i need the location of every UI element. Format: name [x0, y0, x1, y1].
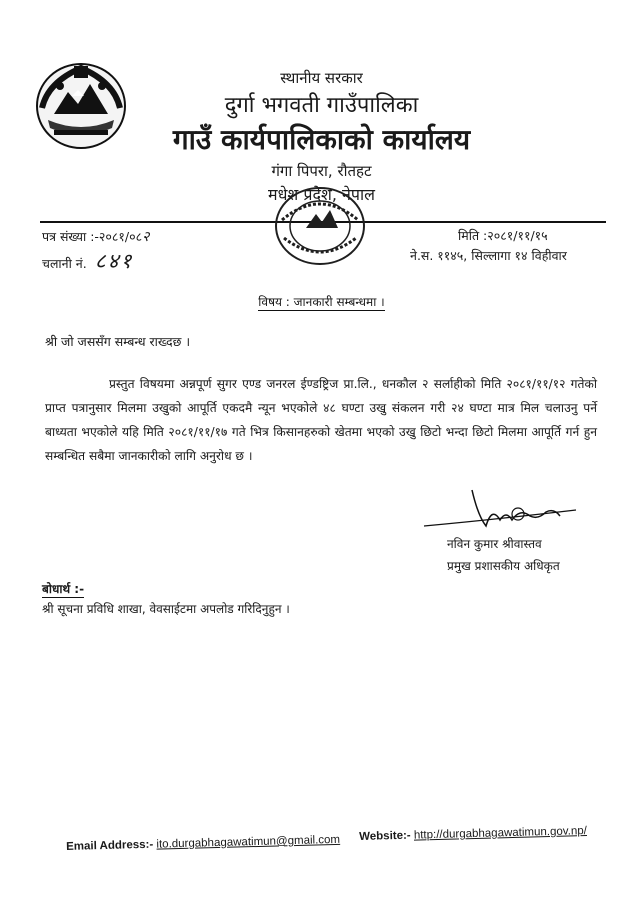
letter-date: मिति :२०८१/११/१५ — [458, 228, 548, 243]
copy-to-label: बोधार्थ :- — [42, 582, 85, 596]
header-province-line: मधेश प्रदेश, नेपाल — [268, 185, 375, 204]
reference-number-label: पत्र संख्या :-२०८१/०८ — [42, 229, 143, 244]
copy-to-recipient: श्री सूचना प्रविधि शाखा, वेवसाईटमा अपलोड गरिदिनुहुन । — [42, 602, 290, 616]
header-address-line: गंगा पिपरा, रौतहट — [271, 162, 372, 180]
office-stamp-icon — [272, 184, 368, 268]
signatory-name: नविन कुमार श्रीवास्तव — [447, 537, 542, 551]
header-government-line: स्थानीय सरकार — [280, 69, 363, 87]
reference-number-handwritten: २ — [142, 229, 150, 245]
nepal-sambat-date: ने.स. ११४५, सिल्लागा १४ विहीवार — [410, 248, 567, 263]
footer-email — [66, 834, 340, 853]
signatory-title: प्रमुख प्रशासकीय अधिकृत — [447, 559, 560, 573]
letter-body: प्रस्तुत विषयमा अन्नपूर्ण सुगर एण्ड जनरल ईण्डष्ट्रिज प्रा.लि., धनकौल २ सर्लाहीको मिति २०८१/११/१२ गतेको प्राप्त पत्रानुसार मिलमा उखुको आपूर्ति एकदमै न्यून भएकोले ४८ घण्टा उखु संकलन गरी २४ घण्टा मात्र मिल चलाउनु पर्ने बाध्यता भएकोले यहि मिति २०८१/११/१७ गते भित्र किसानहरुको खेतमा भएको उखु छिटो भन्दा छिटो मिलमा आपूर्ति गर्न हुन सम्बन्धित सबैमा जानकारीको लागि अनुरोध छ । — [45, 377, 597, 463]
dispatch-number — [42, 247, 133, 275]
footer-email-link[interactable]: ito.durgabhagawatimun@gmail.com — [156, 833, 341, 851]
footer-email-label: Email Address:- — [66, 838, 154, 853]
dispatch-number-handwritten: ८४१ — [94, 249, 134, 273]
letter-subject — [0, 293, 643, 310]
dispatch-number-label: चलानी नं. — [42, 256, 87, 271]
header-municipality-name: दुर्गा भगवती गाउँपालिका — [224, 93, 419, 118]
reference-number — [42, 227, 149, 246]
signature-icon — [420, 486, 580, 534]
footer-website-link[interactable]: http://durgabhagawatimun.gov.np/ — [413, 825, 588, 842]
letter-subject-text: विषय : जानकारी सम्बन्धमा । — [258, 295, 385, 309]
footer-website — [359, 825, 587, 843]
footer-website-label: Website:- — [359, 829, 411, 843]
header-office-name: गाउँ कार्यपालिकाको कार्यालय — [172, 123, 471, 156]
salutation: श्री जो जससँग सम्बन्ध राख्दछ । — [45, 334, 191, 349]
